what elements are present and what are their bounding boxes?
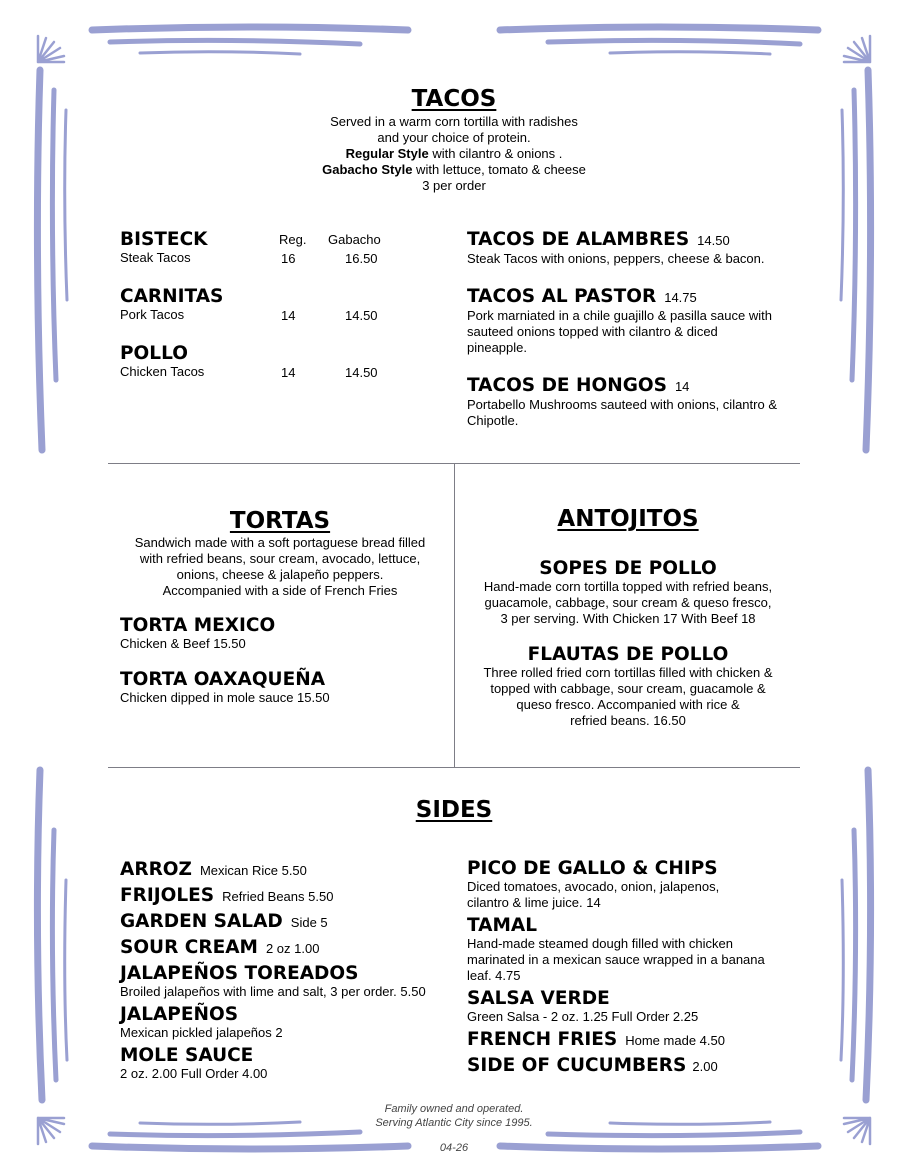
side-desc: Diced tomatoes, avocado, onion, jalapenos, [467, 879, 720, 894]
footer-code: 04-26 [439, 1142, 469, 1154]
taco-item-pollo [120, 343, 204, 380]
taco-price-gabacho: 14.50 [345, 365, 378, 380]
tortas-intro-line: Sandwich made with a soft portaguese bread filled [134, 535, 426, 550]
footer [304, 1102, 604, 1155]
side-inline-desc: Side 5 [290, 915, 328, 930]
taco-price-reg: 14 [281, 365, 296, 380]
torta-item-oaxaquena [120, 669, 330, 706]
side-item-jalapenos: JALAPEÑOS [120, 1004, 239, 1025]
side-item-pico-de-gallo: PICO DE GALLO & CHIPS [467, 858, 718, 879]
side-item-cucumbers [467, 1055, 807, 1077]
side-name: FRIJOLES [120, 885, 215, 906]
tortas-intro-line: Accompanied with a side of French Fries [162, 583, 398, 598]
special-desc: Steak Tacos with onions, peppers, cheese & bacon. [467, 251, 765, 266]
gabacho-style-text: with lettuce, tomato & cheese [412, 162, 586, 177]
antojito-desc: topped with cabbage, sour cream, guacamole & [490, 681, 766, 696]
side-inline-desc: Home made 4.50 [625, 1033, 725, 1048]
regular-style-text: with cilantro & onions . [428, 146, 563, 161]
side-item-frijoles [120, 885, 450, 907]
tacos-per-order: 3 per order [422, 178, 486, 193]
tortas-title: TORTAS [229, 508, 331, 534]
antojito-desc: Hand-made corn tortilla topped with refried beans, [483, 579, 773, 594]
special-desc: Pork marniated in a chile guajillo & pasilla sauce with [467, 308, 772, 323]
tortas-intro-line: with refried beans, sour cream, avocado, lettuce, [139, 551, 421, 566]
taco-item-bisteck [120, 229, 207, 266]
taco-price-reg: 14 [281, 308, 296, 323]
torta-desc: Chicken & Beef 15.50 [120, 636, 246, 651]
column-header-reg: Reg. [279, 232, 307, 247]
tacos-title: TACOS [411, 86, 497, 112]
side-name: FRENCH FRIES [467, 1029, 618, 1050]
tacos-regular-style [254, 146, 654, 162]
sides-right-column [467, 858, 807, 1077]
side-inline-desc: Refried Beans 5.50 [222, 889, 334, 904]
regular-style-label: Regular Style [345, 146, 429, 161]
antojito-item-flautas [462, 644, 794, 729]
special-price: 14 [674, 379, 690, 394]
divider-middle [454, 463, 455, 768]
special-name-text: TACOS DE HONGOS [467, 375, 667, 396]
taco-special-hongos [467, 375, 807, 429]
taco-item-name: CARNITAS [120, 286, 224, 307]
special-desc: sauteed onions topped with cilantro & diced [467, 324, 718, 339]
taco-item-carnitas [120, 286, 223, 323]
antojito-desc: queso fresco. Accompanied with rice & [516, 697, 740, 712]
special-name [467, 286, 807, 308]
special-desc: Chipotle. [467, 413, 519, 428]
antojitos-title: ANTOJITOS [557, 506, 699, 532]
side-desc: Green Salsa - 2 oz. 1.25 Full Order 2.25 [467, 1009, 699, 1024]
tacos-intro-line: Served in a warm corn tortilla with radishes [330, 114, 578, 129]
special-name [467, 229, 807, 251]
antojito-item-sopes [462, 558, 794, 627]
column-header-gabacho: Gabacho [328, 232, 381, 247]
special-name [467, 375, 807, 397]
antojito-name: SOPES DE POLLO [539, 558, 717, 579]
torta-desc: Chicken dipped in mole sauce 15.50 [120, 690, 330, 705]
side-item-arroz [120, 859, 450, 881]
side-inline-desc: 2 oz 1.00 [265, 941, 320, 956]
taco-item-name: BISTECK [120, 229, 208, 250]
side-item-tamal: TAMAL [467, 915, 538, 936]
side-item-sour-cream [120, 937, 450, 959]
taco-special-al-pastor [467, 286, 807, 356]
antojito-desc: Three rolled fried corn tortillas filled with chicken & [483, 665, 773, 680]
sides-title: SIDES [415, 797, 493, 823]
special-name-text: TACOS DE ALAMBRES [467, 229, 690, 250]
tortas-intro-line: onions, cheese & jalapeño peppers. [176, 567, 384, 582]
taco-price-reg: 16 [281, 251, 296, 266]
divider-bottom [108, 767, 800, 768]
side-item-salsa-verde: SALSA VERDE [467, 988, 610, 1009]
taco-item-desc: Steak Tacos [120, 250, 191, 265]
side-name: GARDEN SALAD [120, 911, 283, 932]
taco-price-gabacho: 16.50 [345, 251, 378, 266]
side-inline-desc: Mexican Rice 5.50 [199, 863, 307, 878]
side-desc: Hand-made steamed dough filled with chicken [467, 936, 733, 951]
torta-name: TORTA MEXICO [120, 615, 276, 636]
side-name: ARROZ [120, 859, 192, 880]
footer-line: Family owned and operated. [384, 1103, 524, 1115]
taco-special-alambres [467, 229, 807, 267]
gabacho-style-label: Gabacho Style [322, 162, 413, 177]
antojito-name: FLAUTAS DE POLLO [527, 644, 729, 665]
side-desc: Mexican pickled jalapeños 2 [120, 1025, 283, 1040]
antojito-desc: 3 per serving. With Chicken 17 With Beef 18 [500, 611, 756, 626]
side-item-garden-salad [120, 911, 450, 933]
tacos-intro [254, 114, 654, 194]
sides-left-column [120, 859, 450, 1082]
side-desc: Broiled jalapeños with lime and salt, 3 per order. 5.50 [120, 984, 426, 999]
special-price: 14.75 [664, 290, 697, 305]
footer-line: Serving Atlantic City since 1995. [375, 1117, 533, 1129]
side-name: SIDE OF CUCUMBERS [467, 1055, 687, 1076]
special-desc: pineapple. [467, 340, 527, 355]
special-desc: Portabello Mushrooms sauteed with onions, cilantro & [467, 397, 777, 412]
side-item-jalapenos-toreados: JALAPEÑOS TOREADOS [120, 963, 359, 984]
side-desc: leaf. 4.75 [467, 968, 521, 983]
special-name-text: TACOS AL PASTOR [467, 286, 657, 307]
side-desc: cilantro & lime juice. 14 [467, 895, 601, 910]
tortas-intro [115, 535, 445, 599]
taco-item-desc: Pork Tacos [120, 307, 185, 322]
tacos-gabacho-style [254, 162, 654, 178]
taco-price-gabacho: 14.50 [345, 308, 378, 323]
side-desc: 2 oz. 2.00 Full Order 4.00 [120, 1066, 268, 1081]
side-item-french-fries [467, 1029, 807, 1051]
side-name: SOUR CREAM [120, 937, 258, 958]
torta-item-mexico [120, 615, 275, 652]
side-inline-desc: 2.00 [692, 1059, 718, 1074]
side-item-mole-sauce: MOLE SAUCE [120, 1045, 254, 1066]
antojito-desc: guacamole, cabbage, sour cream & queso fresco, [484, 595, 772, 610]
torta-name: TORTA OAXAQUEÑA [120, 669, 326, 690]
special-price: 14.50 [697, 233, 730, 248]
side-desc: marinated in a mexican sauce wrapped in a banana [467, 952, 765, 967]
tacos-intro-line: and your choice of protein. [377, 130, 531, 145]
taco-item-desc: Chicken Tacos [120, 364, 205, 379]
antojito-desc: refried beans. 16.50 [570, 713, 686, 728]
taco-item-name: POLLO [120, 343, 188, 364]
